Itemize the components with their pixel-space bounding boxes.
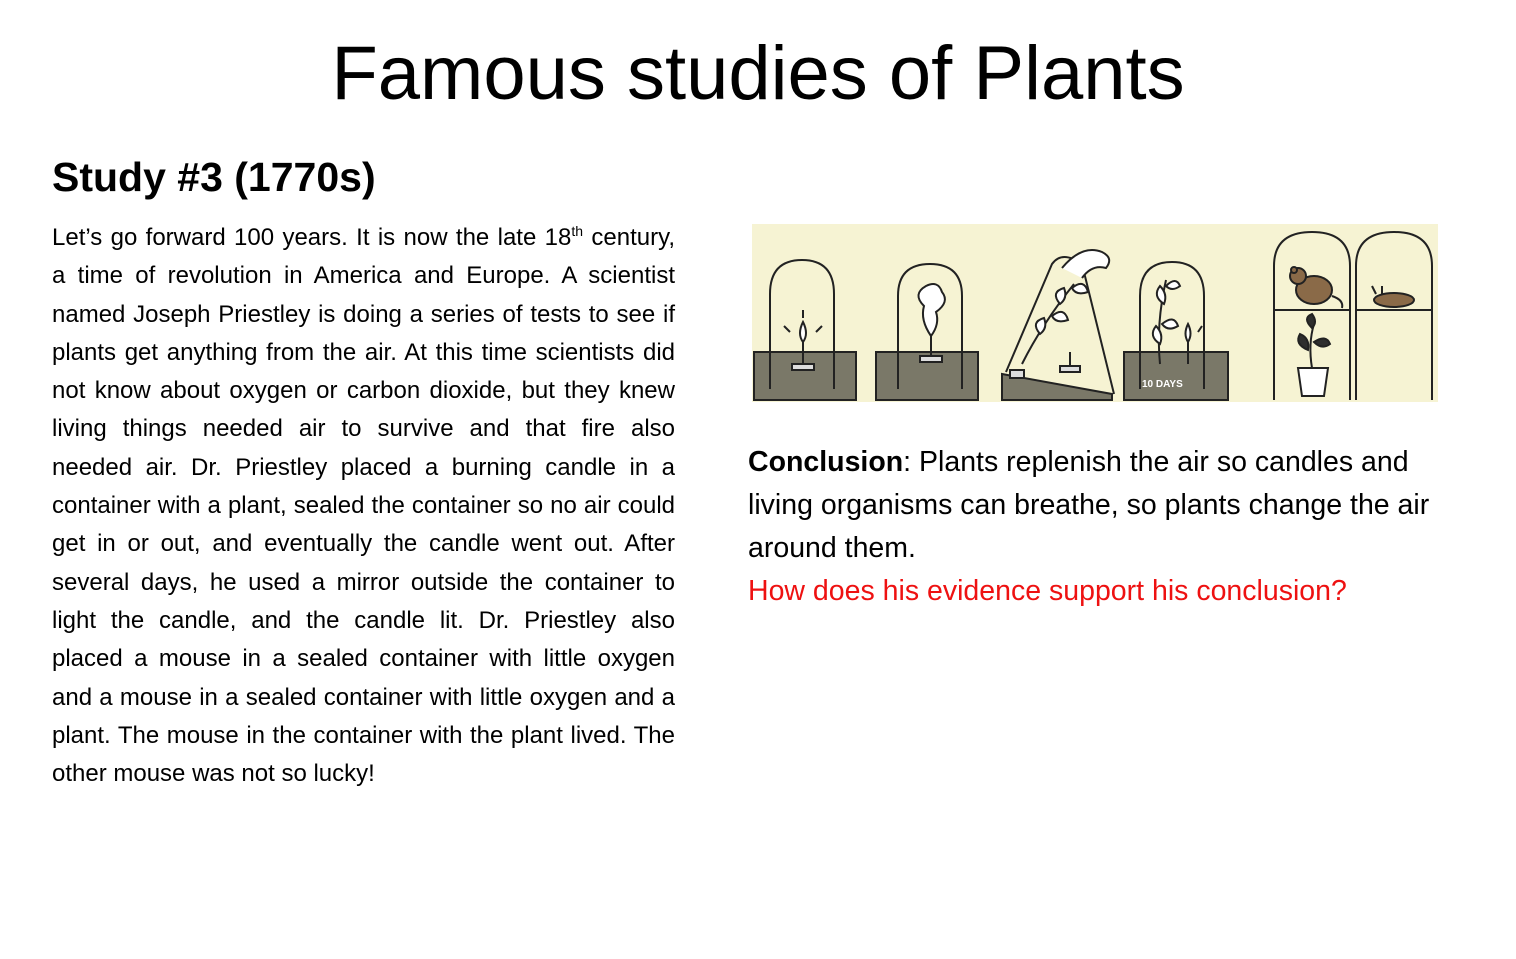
hand-placing-plant [1002, 250, 1114, 400]
priestley-experiment-illustration [752, 224, 1438, 402]
study-heading: Study #3 (1770s) [52, 154, 376, 200]
slide-title: Famous studies of Plants [331, 31, 1185, 116]
description-superscript: th [571, 223, 584, 239]
evidence-question: How does his evidence support his conclusion? [748, 575, 1347, 607]
study-description [52, 219, 675, 793]
conclusion-text: Plants replenish the air so candles and living organisms can breathe, so plants change the air around them. [748, 446, 1430, 564]
conclusion-separator: : [903, 446, 920, 478]
conclusion-block [748, 441, 1468, 613]
bell-jar-candle-out [876, 264, 978, 400]
description-part-2: century, a time of revolution in America and Europe. A scientist named Joseph Priestley is doing a series of tests to see if plants get anything from the air. At this time scientists did not know about oxygen or carbon dioxide, but they knew living things needed air to survive and that fire also needed air. Dr. Priestley placed a burning candle in a container with a plant, sealed the container so no air could get in or out, and eventually the candle went out. After several days, he used a mirror outside the container to light the candle, and the candle lit. Dr. Priestley also placed a mouse in a sealed container with little oxygen and a mouse in a sealed container with little oxygen and a plant. The mouse in the container with the plant lived. The other mouse was not so lucky! [52, 224, 675, 788]
mouse-jars [1274, 232, 1432, 400]
description-part-1: Let’s go forward 100 years. It is now the late 18 [52, 224, 572, 251]
conclusion-label: Conclusion [748, 446, 904, 478]
ten-days-label: 10 DAYS [1142, 379, 1183, 390]
bell-jar-candle-lit [754, 260, 856, 400]
